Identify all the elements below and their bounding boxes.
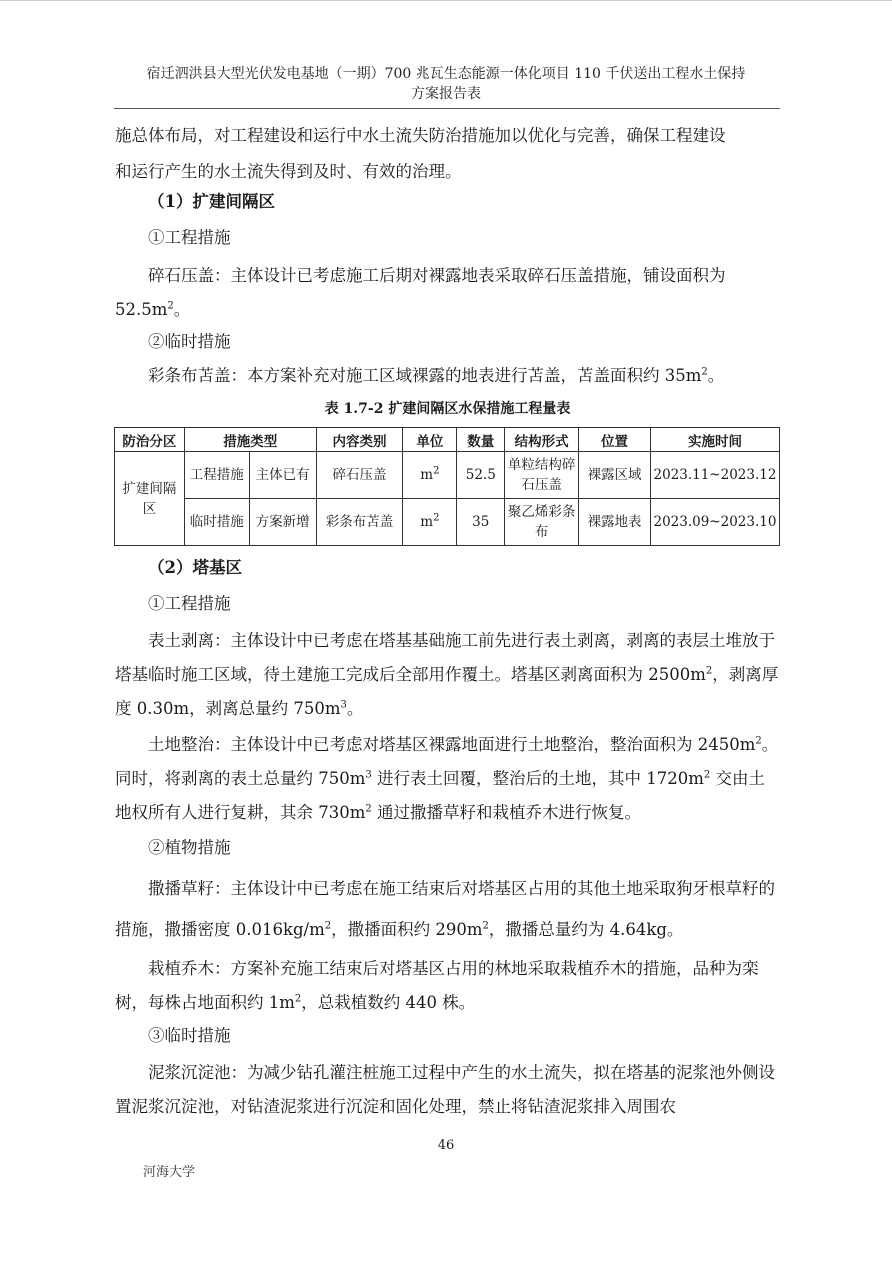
header-rule [114, 108, 780, 109]
content-cell: 彩条布苫盖 [316, 499, 403, 546]
table-row [115, 499, 780, 546]
section-heading-expansion-bay: （1）扩建间隔区 [148, 192, 275, 211]
intro-line-2: 和运行产生的水土流失得到及时、有效的治理。 [115, 162, 462, 181]
header-quantity: 数量 [457, 428, 505, 452]
measure-type-cell: 临时措施 [184, 499, 249, 546]
header-structure: 结构形式 [505, 428, 579, 452]
header-line-1: 宿迁泗洪县大型光伏发电基地（一期）700 兆瓦生态能源一体化项目 110 千伏送出工程水土保持 [146, 66, 746, 82]
header-line-2: 方案报告表 [411, 86, 481, 102]
content-cell: 碎石压盖 [316, 452, 403, 499]
zone-cell: 扩建间隔区 [115, 452, 185, 546]
paragraph-gravel-cover [115, 259, 780, 327]
structure-cell: 聚乙烯彩条布 [505, 499, 579, 546]
subheading-temporary-measures-2: ③临时措施 [148, 1026, 231, 1045]
quantity-cell: 52.5 [457, 452, 505, 499]
position-cell: 裸露地表 [579, 499, 651, 546]
header-measure-type: 措施类型 [184, 428, 316, 452]
subheading-engineering-measures: ①工程措施 [148, 228, 231, 247]
time-cell: 2023.11~2023.12 [650, 452, 779, 499]
gravel-cover-line-1: 碎石压盖：主体设计已考虑施工后期对裸露地表采取碎石压盖措施，铺设面积为 [148, 266, 726, 285]
table-header-row [115, 428, 780, 452]
intro-paragraph [115, 118, 780, 190]
paragraph-grass-seeding: 撒播草籽：主体设计中已考虑在施工结束后对塔基区占用的其他土地采取狗牙根草籽的措施，撒播密度 $0.016kg/m^2$，撒播面积约 $290m^2$，撒播总量约为 4.64kg。 [115, 879, 775, 939]
quantity-cell: 35 [457, 499, 505, 546]
table-title: 表 1.7-2 扩建间隔区水保措施工程量表 [324, 401, 571, 417]
paragraph-land-rehabilitation: 土地整治：主体设计中已考虑对塔基区裸露地面进行土地整治，整治面积为 $2450m^2$。同时，将剥离的表土总量约 $750m^3$ 进行表土回覆，整治后的土地，其中 $1720m^2$ 交由土地权所有人进行复耕，其余 $730m^2$ 通过撒播草籽和栽植乔木进行恢复。 [115, 735, 779, 822]
measure-type-cell: 工程措施 [184, 452, 249, 499]
header-position: 位置 [579, 428, 651, 452]
header-content: 内容类别 [316, 428, 403, 452]
paragraph-topsoil-stripping: 表土剥离：主体设计中已考虑在塔基基础施工前先进行表土剥离，剥离的表层土堆放于塔基临时施工区域，待土建施工完成后全部用作覆土。塔基区剥离面积为 $2500m^2$，剥离厚度 0.30m，剥离总量约 $750m^3$。 [115, 631, 779, 718]
gravel-cover-line-2: $52.5m^2$。 [115, 300, 191, 319]
works-quantity-table [114, 427, 780, 546]
subheading-engineering-measures-2: ①工程措施 [148, 594, 231, 613]
structure-cell: 单粒结构碎石压盖 [505, 452, 579, 499]
table-row [115, 452, 780, 499]
header-zone: 防治分区 [115, 428, 185, 452]
page-number: 46 [437, 1138, 455, 1153]
section-heading-tower-base: （2）塔基区 [148, 558, 242, 577]
subheading-temporary-measures: ②临时措施 [148, 332, 231, 351]
footer-organization: 河海大学 [143, 1165, 196, 1180]
time-cell: 2023.09~2023.10 [650, 499, 779, 546]
position-cell: 裸露区域 [579, 452, 651, 499]
paragraph-tree-planting: 栽植乔木：方案补充施工结束后对塔基区占用的林地采取栽植乔木的措施，品种为栾树，每株占地面积约 $1m^2$，总栽植数约 440 株。 [115, 959, 759, 1012]
measure-source-cell: 主体已有 [249, 452, 316, 499]
header-unit: 单位 [403, 428, 457, 452]
intro-line-1: 施总体布局，对工程建设和运行中水土流失防治措施加以优化与完善，确保工程建设 [115, 126, 726, 145]
page-top-rule [0, 0, 892, 1]
paragraph-tarp-cover: 彩条布苫盖：本方案补充对施工区域裸露的地表进行苫盖，苫盖面积约 $35m^2$。 [148, 366, 725, 385]
unit-cell: $m^2$ [403, 452, 457, 499]
page-header [100, 64, 792, 104]
header-time: 实施时间 [650, 428, 779, 452]
measure-source-cell: 方案新增 [249, 499, 316, 546]
unit-cell: $m^2$ [403, 499, 457, 546]
paragraph-mud-settling-pond: 泥浆沉淀池：为减少钻孔灌注桩施工过程中产生的水土流失，拟在塔基的泥浆池外侧设置泥浆沉淀池，对钻渣泥浆进行沉淀和固化处理，禁止将钻渣泥浆排入周围农 [115, 1063, 775, 1116]
subheading-vegetation-measures: ②植物措施 [148, 838, 231, 857]
